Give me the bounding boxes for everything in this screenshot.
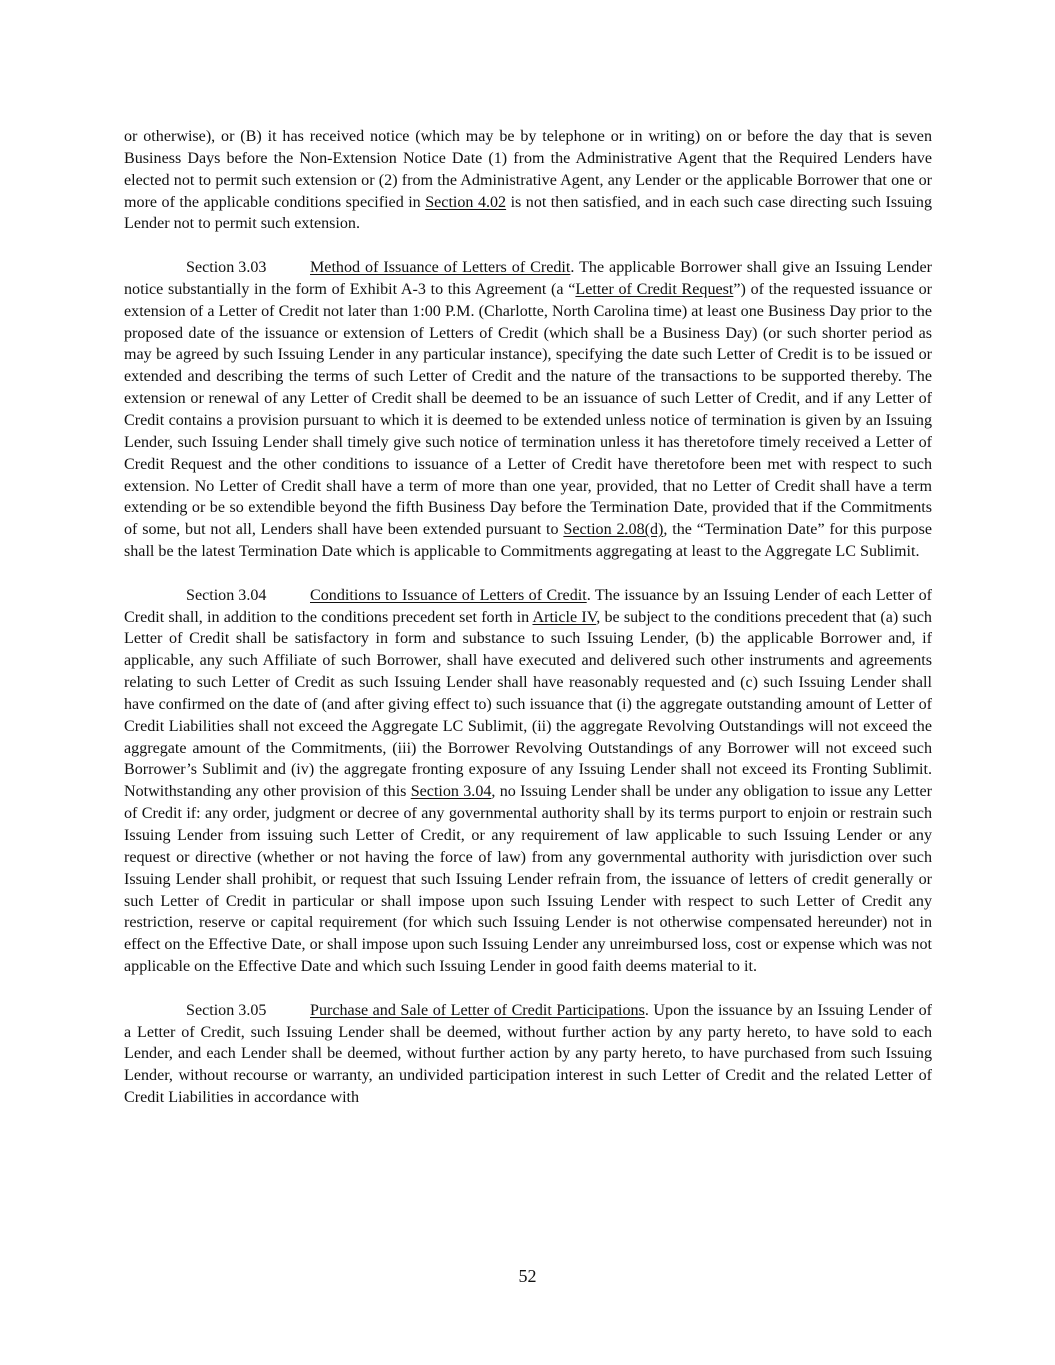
text-run: or otherwise), or (B) it has received notice (which may be by telephone or in writing) on or before the day that is seven Business Days before the Non-Extension Notice Date (1) from the Administrative Agent that the Required Lenders have elected not to permit such extension or (2) from the Administrative Agent, any Lender or the applicable Borrower that one or more of the applicable conditions specified in: [124, 128, 932, 211]
cross-reference-link: Section 2.08(d): [563, 521, 664, 539]
cross-reference-link: Section 4.02: [425, 193, 507, 211]
defined-term: Letter of Credit Request: [575, 280, 734, 298]
section-3-03: [124, 257, 932, 563]
section-heading: Conditions to Issuance of Letters of Credit: [310, 586, 587, 604]
section-number: Section 3.03: [186, 259, 267, 277]
section-number: Section 3.05: [186, 1001, 267, 1019]
section-heading: Method of Issuance of Letters of Credit: [310, 259, 571, 277]
text-run: . Upon the issuance by an Issuing Lender of a Letter of Credit, such Issuing Lender shall be deemed, without further action by any party hereto, to have sold to each Lender, and each Lender shall be deemed, without further action by any party hereto, to have purchased from such Issuing Lender, without recourse or warranty, an undivided participation interest in such Letter of Credit and the related Letter of Credit Liabilities in accordance with: [124, 1001, 932, 1107]
section-number: Section 3.04: [186, 586, 267, 604]
text-run: is not then satisfied, and in each such case directing such Issuing Lender not to permit such extension.: [124, 193, 932, 233]
text-run: ”) of the requested issuance or extension of a Letter of Credit not later than 1:00 P.M. (Charlotte, North Carolina time) at least one Business Day prior to the proposed date of the issuance or extension of Letters of Credit (which shall be a Business Day) (or such shorter period as may be agreed by such Issuing Lender in any particular instance), specifying the date such Letter of Credit is to be issued or extended and describing the terms of such Letter of Credit and the nature of the transactions to be supported thereby. The extension or renewal of any Letter of Credit shall be deemed to be an issuance of such Letter of Credit, and if any Letter of Credit contains a provision pursuant to which it is deemed to be extended unless notice of termination is given by an Issuing Lender, such Issuing Lender shall timely give such notice of termination unless it has theretofore timely received a Letter of Credit Request and the other conditions to issuance of a Letter of Credit have theretofore been met with respect to such extension. No Letter of Credit shall have a term of more than one year, provided, that no Letter of Credit shall have a term extending or be so extendible beyond the fifth Business Day before the Termination Date, provided that if the Commitments of some, but not all, Lenders shall have been extended pursuant to: [124, 280, 932, 539]
text-run: . The applicable Borrower shall give an Issuing Lender notice substantially in the form of Exhibit A-3 to this Agreement (a “: [124, 259, 932, 298]
text-run: , be subject to the conditions precedent that (a) such Letter of Credit shall be satisfactory in form and substance to such Issuing Lender, (b) the applicable Borrower and, if applicable, any such Affiliate of such Borrower, shall have executed and delivered such other instruments and agreements relating to such Letter of Credit as such Issuing Lender shall have reasonably requested and (c) such Issuing Lender shall have confirmed on the date of (and after giving effect to) such issuance that (i) the aggregate outstanding amount of Letter of Credit Liabilities shall not exceed the Aggregate LC Sublimit, (ii) the aggregate Revolving Outstandings will not exceed the aggregate amount of the Commitments, (iii) the Borrower Revolving Outstandings of any Borrower will not exceed such Borrower’s Sublimit and (iv) the aggregate fronting exposure of any Issuing Lender shall not exceed its Fronting Sublimit. Notwithstanding any other provision of this: [124, 608, 932, 801]
text-run: , no Issuing Lender shall be under any obligation to issue any Letter of Credit if: any order, judgment or decree of any governmental authority shall by its terms purport to enjoin or restrain such Issuing Lender from issuing such Letter of Credit, or any requirement of law applicable to such Issuing Lender or any request or directive (whether or not having the force of law) from any governmental authority with jurisdiction over such Issuing Lender shall prohibit, or request that such Issuing Lender refrain from, the issuance of letters of credit generally or such Letter of Credit in particular or shall impose upon such Issuing Lender with respect to such Letter of Credit any restriction, reserve or capital requirement (for which such Issuing Lender is not otherwise compensated hereunder) not in effect on the Effective Date, or shall impose upon such Issuing Lender any unreimbursed loss, cost or expense which was not applicable on the Effective Date and which such Issuing Lender in good faith deems material to it.: [124, 783, 932, 976]
section-3-05: [124, 1000, 932, 1109]
section-heading: Purchase and Sale of Letter of Credit Participations: [310, 1001, 645, 1019]
cross-reference-link: Section 3.04: [410, 783, 492, 801]
paragraph-carryover: [124, 126, 932, 235]
document-body: [124, 126, 932, 1109]
section-3-04: [124, 585, 932, 978]
text-run: , the “Termination Date” for this purpose shall be the latest Termination Date which is applicable to Commitments aggregating at least to the Aggregate LC Sublimit.: [124, 521, 932, 561]
page-number: 52: [518, 1266, 537, 1286]
text-run: . The issuance by an Issuing Lender of each Letter of Credit shall, in addition to the conditions precedent set forth in: [124, 586, 932, 626]
cross-reference-link: Article IV: [532, 608, 597, 626]
